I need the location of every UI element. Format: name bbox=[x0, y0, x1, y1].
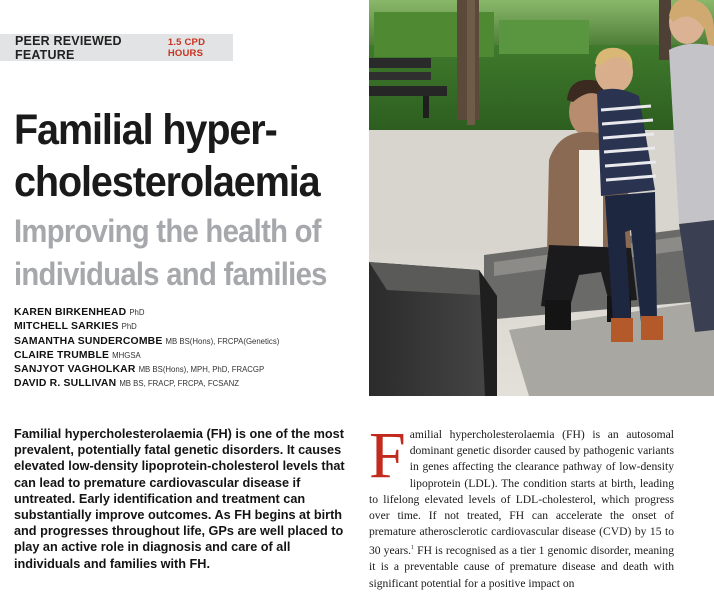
author-credentials: MB BS, FRACP, FRCPA, FCSANZ bbox=[119, 379, 240, 389]
author-name: KAREN BIRKENHEAD bbox=[14, 307, 127, 318]
author-line bbox=[14, 335, 364, 349]
feature-label: PEER REVIEWED FEATURE bbox=[15, 33, 122, 62]
body-paragraph-text: amilial hypercholesterolaemia (FH) is an autosomal dominant genetic disorder caused by pathogenic variants in genes affecting the clearance pathway of low-density lipoprotein (LDL). The condition starts at birth, leading to lifelong elevated levels of LDL-cholesterol, which progress over time. If not treated, FH can accelerate the onset of premature atherosclerotic cardiovascular disease (CVD) by 15 to 30 years. bbox=[369, 428, 674, 558]
author-line bbox=[14, 320, 364, 334]
author-name: SANJYOT VAGHOLKAR bbox=[14, 364, 136, 376]
author-credentials: MB BS(Hons), MPH, PhD, FRACGP bbox=[138, 365, 265, 375]
author-line bbox=[14, 363, 364, 377]
article-abstract: Familial hypercholesterolaemia (FH) is one of the most prevalent, potentially fatal genetic disorders. It causes elevated low-density lipoprotein-cholesterol levels that can lead to premature cardiovascular disease if untreated. Early identification and treatment can substantially improve outcomes. As FH begins at birth and progresses throughout life, GPs are well placed to play an active role in diagnosis and care of all individuals and families with FH. bbox=[14, 427, 345, 571]
author-line bbox=[14, 349, 364, 363]
feature-photo bbox=[369, 0, 714, 396]
author-name: DAVID R. SULLIVAN bbox=[14, 378, 117, 390]
author-list bbox=[14, 306, 364, 392]
author-name: MITCHELL SARKIES bbox=[14, 321, 119, 333]
article-body bbox=[369, 419, 674, 592]
author-credentials: PhD bbox=[129, 308, 145, 317]
author-credentials: PhD bbox=[121, 322, 137, 332]
reference-marker[interactable]: 1 bbox=[411, 545, 415, 552]
author-name: CLAIRE TRUMBLE bbox=[14, 349, 110, 361]
author-credentials: MB BS(Hons), FRCPA(Genetics) bbox=[165, 336, 280, 346]
cpd-hours-label: 1.5 CPD HOURS bbox=[167, 36, 206, 59]
feature-banner bbox=[0, 34, 233, 61]
author-line bbox=[14, 306, 364, 320]
drop-cap: F bbox=[369, 419, 406, 492]
article-subtitle: Improving the health of individuals and families bbox=[14, 213, 327, 292]
article-title: Familial hyper-cholesterolaemia bbox=[14, 106, 320, 206]
author-credentials: MHGSA bbox=[112, 350, 141, 360]
body-paragraph-text-continued: FH is recognised as a tier 1 genomic disorder, meaning it is a preventable cause of premature disease and death with significant potential for a positive impact on bbox=[369, 544, 674, 590]
author-name: SAMANTHA SUNDERCOMBE bbox=[14, 335, 163, 347]
author-line bbox=[14, 377, 364, 391]
